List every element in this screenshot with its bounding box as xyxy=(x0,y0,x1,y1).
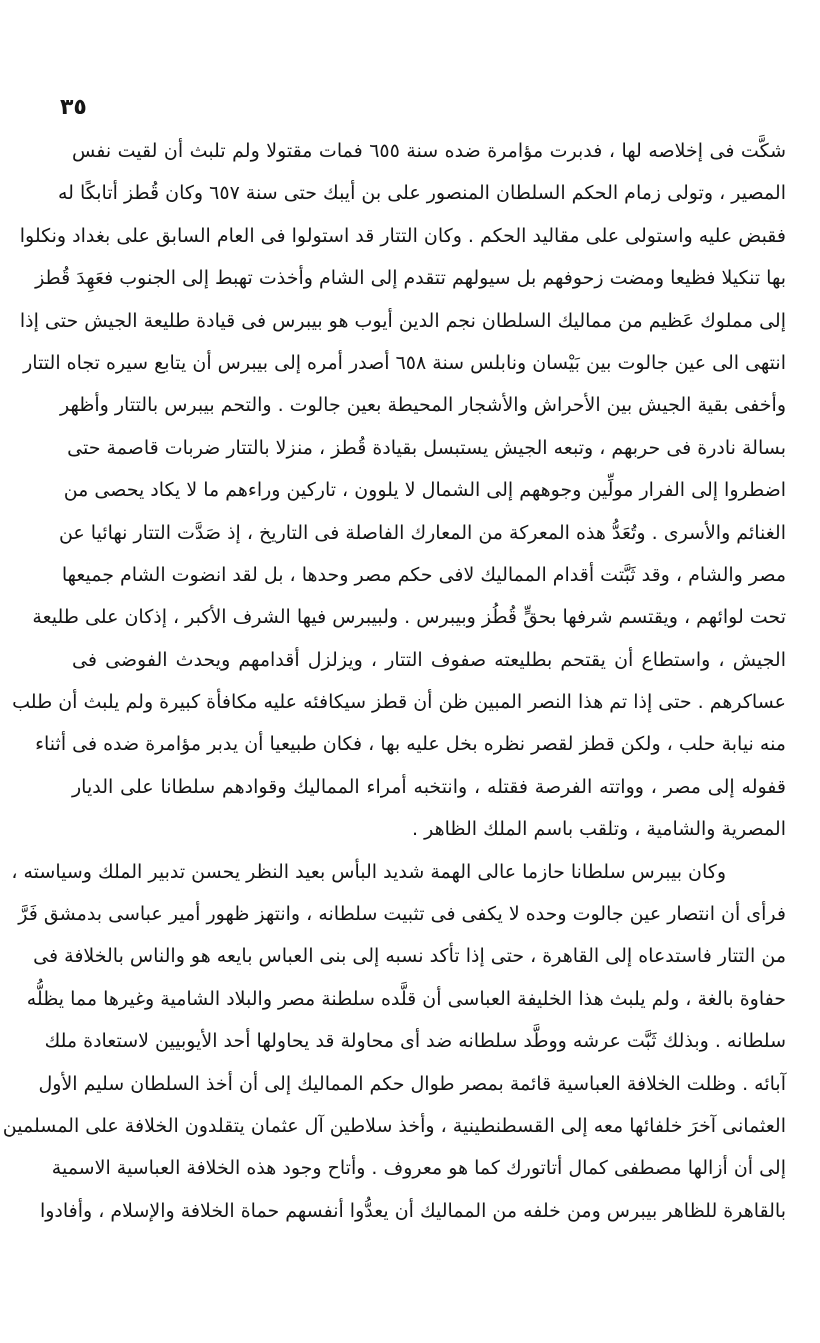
text-line: فقبض عليه واستولى على مقاليد الحكم . وكان التتار قد استولوا فى العام السابق على بغداد ونكلوا xyxy=(19,224,786,247)
text-line: الغنائم والأسرى . وتُعَدُّ هذه المعركة من المعارك الفاصلة فى التاريخ ، إذ صَدَّت التتار نهائيا عن xyxy=(58,521,786,544)
text-line: وأخفى بقية الجيش بين الأحراش والأشجار المحيطة بعين جالوت . والتحم بيبرس بالتتار وأظهر xyxy=(60,394,786,417)
text-line: سلطانه . وبذلك ثَبَّت عرشه ووطَّد سلطانه ضد أى محاولة قد يحاولها أحد الأيوبيين لاستعادة ملك xyxy=(44,1030,786,1053)
text-line: الجيش ، واستطاع أن يقتحم بطليعته صفوف التتار ، ويزلزل أقدامهم ويحدث الفوضى فى xyxy=(72,648,786,671)
text-line: المصرية والشامية ، وتلقب باسم الملك الظاهر . xyxy=(412,818,786,841)
text-line: منه نيابة حلب ، ولكن قطز لقصر نظره بخل عليه بها ، فكان طبيعيا أن يدبر مؤامرة ضده فى أثناء xyxy=(35,733,786,756)
text-line: المصير ، وتولى زمام الحكم السلطان المنصور على بن أيبك حتى سنة ٦٥٧ وكان قُطز أتابكًا له xyxy=(57,182,786,205)
text-line: وكان بيبرس سلطانا حازما عالى الهمة شديد البأس بعيد النظر يحسن تدبير الملك وسياسته ، xyxy=(11,860,726,883)
text-line: انتهى الى عين جالوت بين بَيْسان ونابلس سنة ٦٥٨ أصدر أمره إلى بيبرس أن يتابع سيره تجاه التتار xyxy=(23,351,786,374)
text-line: حفاوة بالغة ، ولم يلبث هذا الخليفة العباسى أن قلَّده سلطنة مصر والبلاد الشامية وغيرها مما يظلُّه xyxy=(26,987,786,1010)
text-line: فرأى أن انتصار عين جالوت وحده لا يكفى فى تثبيت سلطانه ، وانتهز ظهور أمير عباسى بدمشق فَرَّ xyxy=(18,903,786,926)
page-number: ٣٥ xyxy=(60,95,87,120)
text-line: إلى أن أزالها مصطفى كمال أتاتورك كما هو معروف . وأتاح وجود هذه الخلافة العباسية الاسمية xyxy=(51,1157,786,1180)
text-line: بالقاهرة للظاهر بيبرس ومن خلفه من المماليك أن يعدُّوا أنفسهم حماة الخلافة والإسلام ، وأفادوا xyxy=(39,1199,786,1222)
text-line: بسالة نادرة فى حربهم ، وتبعه الجيش يستبسل بقيادة قُطز ، منزلا بالتتار ضربات قاصمة حتى xyxy=(67,436,786,459)
text-line: تحت لوائهم ، ويقتسم شرفها بحقٍّ قُطُز وبيبرس . ولبيبرس فيها الشرف الأكبر ، إذكان على طليعة xyxy=(32,606,786,629)
text-line: شكَّت فى إخلاصه لها ، فدبرت مؤامرة ضده سنة ٦٥٥ فمات مقتولا ولم تلبث أن لقيت نفس xyxy=(72,140,786,162)
body-text xyxy=(2,130,786,1232)
text-line: اضطروا إلى الفرار مولِّين وجوههم إلى الشمال لا يلوون ، تاركين وراءهم ما لا يكاد يحصى من xyxy=(63,479,786,502)
text-line: عساكرهم . حتى إذا تم هذا النصر المبين ظن أن قطز سيكافئه عليه مكافأة كبيرة ولم يلبث أن طلب xyxy=(12,691,786,714)
text-line: إلى مملوك عَظيم من مماليك السلطان نجم الدين أيوب هو بيبرس فى قيادة طليعة الجيش حتى إذا xyxy=(19,309,786,332)
text-line: مصر والشام ، وقد ثَبَّتت أقدام المماليك لافى حكم مصر وحدها ، بل لقد انضوت الشام جميعها xyxy=(61,563,786,586)
text-line: قفوله إلى مصر ، وواتته الفرصة فقتله ، وانتخبه أمراء المماليك وقوادهم سلطانا على الديار xyxy=(72,775,786,798)
text-line: العثمانى آخرَ خلفائها معه إلى القسطنطينية ، وأخذ سلاطين آل عثمان يتقلدون الخلافة على المسلمين xyxy=(2,1114,786,1137)
text-line: آبائه . وظلت الخلافة العباسية قائمة بمصر طوال حكم المماليك إلى أن أخذ السلطان سليم الأول xyxy=(38,1072,786,1095)
text-line: بها تنكيلا فظيعا ومضت زحوفهم بل سيولهم تتقدم إلى الشام وأخذت تهبط إلى الجنوب فعَهِدَ قُطز xyxy=(35,267,786,290)
text-line: من التتار فاستدعاه إلى القاهرة ، حتى إذا تأكد نسبه إلى بنى العباس بايعه هو والناس بالخلافة فى xyxy=(33,945,786,968)
